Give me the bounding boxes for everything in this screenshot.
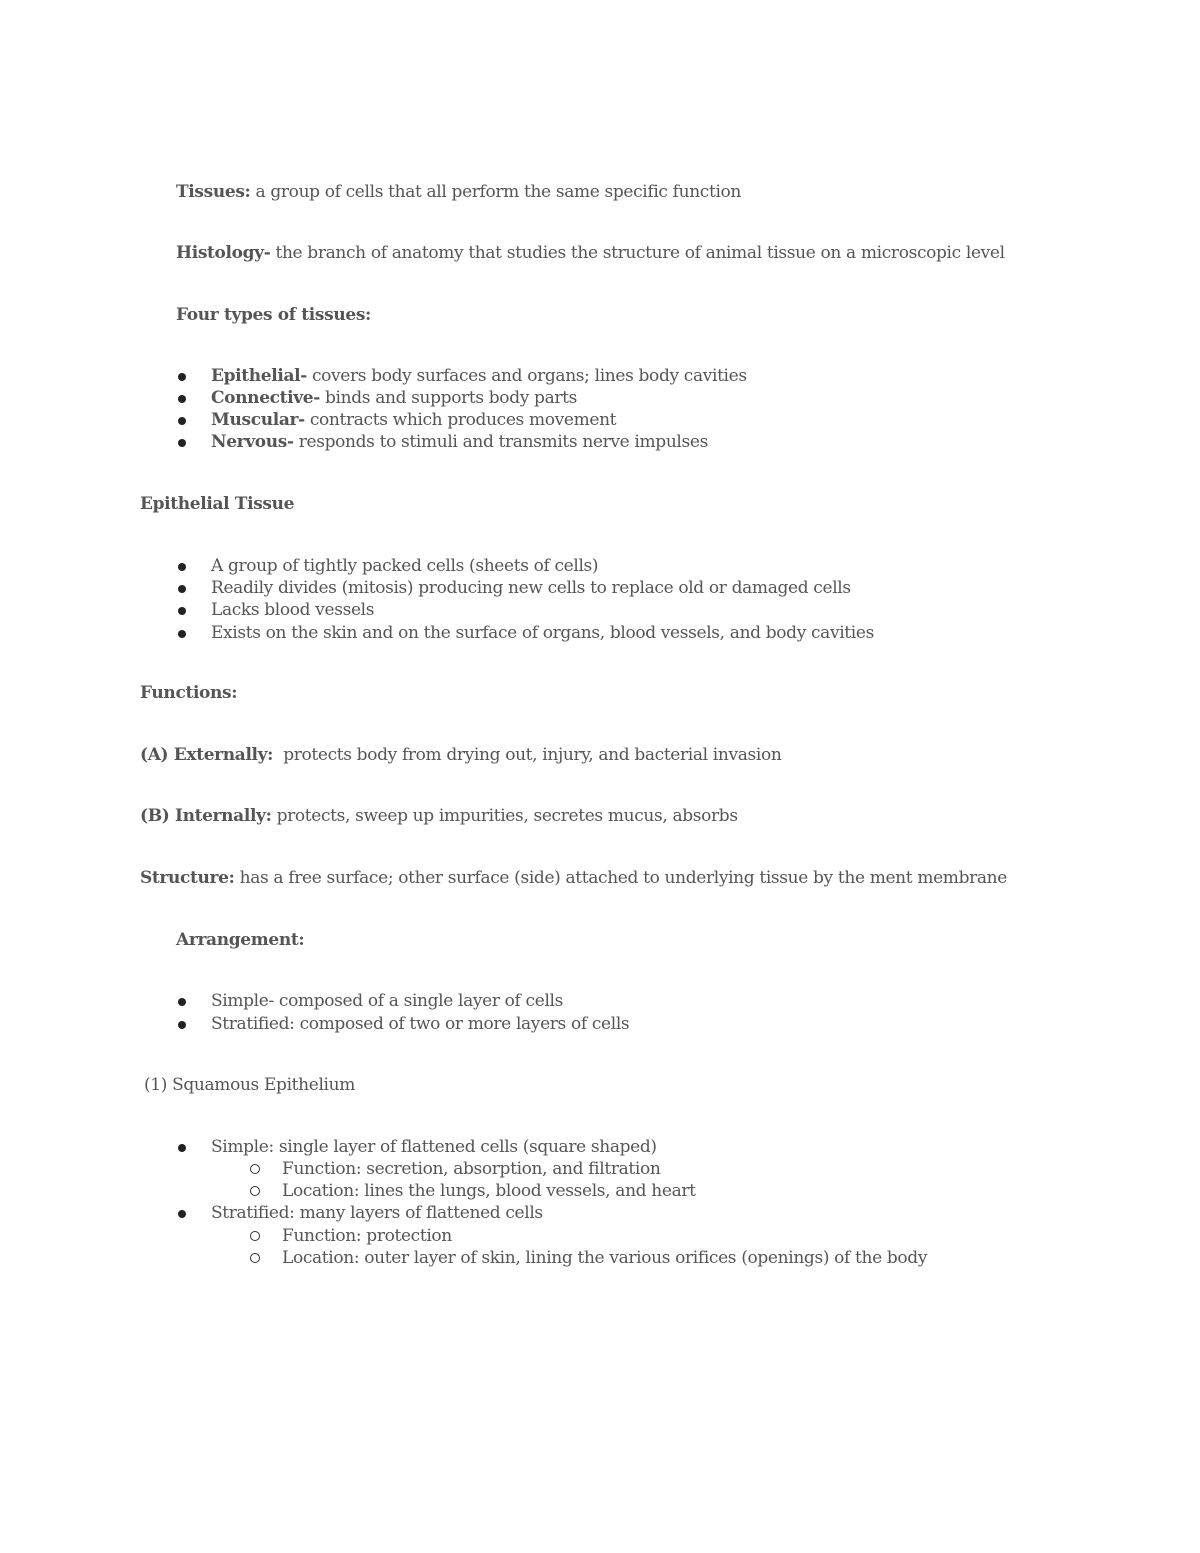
- bullet-icon: [178, 630, 186, 638]
- tissues-term: Tissues:: [176, 182, 251, 202]
- type-term: Muscular-: [211, 410, 305, 430]
- internally-def: protects, sweep up impurities, secretes mucus, absorbs: [271, 806, 738, 826]
- sub-list-item: Location: outer layer of skin, lining the various orifices (openings) of the body: [282, 1248, 928, 1268]
- type-term: Epithelial-: [211, 366, 307, 386]
- list-item: Simple: single layer of flattened cells (square shaped): [211, 1137, 657, 1157]
- structure-definition: [140, 867, 1007, 889]
- bullet-icon: [178, 563, 186, 571]
- epithelial-heading: Epithelial Tissue: [140, 494, 295, 514]
- circle-bullet-icon: [250, 1253, 260, 1263]
- type-term: Nervous-: [211, 432, 294, 452]
- bullet-icon: [178, 1144, 186, 1152]
- arrangement-heading: Arrangement:: [176, 930, 305, 950]
- bullet-icon: [178, 1021, 186, 1029]
- bullet-icon: [178, 1210, 186, 1218]
- histology-def: the branch of anatomy that studies the structure of animal tissue on a microscopic level: [270, 243, 1005, 263]
- list-item: Readily divides (mitosis) producing new cells to replace old or damaged cells: [211, 578, 851, 598]
- tissues-definition: [176, 181, 741, 203]
- functions-heading: Functions:: [140, 683, 238, 703]
- list-item: A group of tightly packed cells (sheets of cells): [211, 556, 599, 576]
- bullet-icon: [178, 373, 186, 381]
- type-def: binds and supports body parts: [319, 388, 577, 408]
- histology-definition: [176, 242, 1005, 264]
- list-item: Stratified: many layers of flattened cells: [211, 1203, 543, 1223]
- internally-term: (B) Internally:: [140, 806, 272, 826]
- four-types-heading: Four types of tissues:: [176, 305, 371, 325]
- list-item: [211, 409, 616, 431]
- type-def: covers body surfaces and organs; lines body cavities: [306, 366, 747, 386]
- circle-bullet-icon: [250, 1186, 260, 1196]
- sub-list-item: Function: secretion, absorption, and filtration: [282, 1159, 661, 1179]
- list-item: Simple- composed of a single layer of cells: [211, 991, 563, 1011]
- circle-bullet-icon: [250, 1164, 260, 1174]
- externally-term: (A) Externally:: [140, 745, 274, 765]
- histology-term: Histology-: [176, 243, 271, 263]
- list-item: [211, 365, 747, 387]
- bullet-icon: [178, 417, 186, 425]
- externally-def: protects body from drying out, injury, and bacterial invasion: [273, 745, 782, 765]
- bullet-icon: [178, 998, 186, 1006]
- bullet-icon: [178, 395, 186, 403]
- bullet-icon: [178, 607, 186, 615]
- type-def: responds to stimuli and transmits nerve impulses: [293, 432, 708, 452]
- squamous-heading: (1) Squamous Epithelium: [144, 1075, 355, 1095]
- list-item: Exists on the skin and on the surface of organs, blood vessels, and body cavities: [211, 623, 874, 643]
- list-item: Stratified: composed of two or more layers of cells: [211, 1014, 630, 1034]
- list-item: Lacks blood vessels: [211, 600, 375, 620]
- circle-bullet-icon: [250, 1231, 260, 1241]
- structure-def: has a free surface; other surface (side) attached to underlying tissue by the ment membrane: [234, 868, 1007, 888]
- sub-list-item: Function: protection: [282, 1226, 452, 1246]
- structure-term: Structure:: [140, 868, 235, 888]
- tissues-def: a group of cells that all perform the same specific function: [250, 182, 742, 202]
- bullet-icon: [178, 439, 186, 447]
- list-item: [211, 431, 708, 453]
- sub-list-item: Location: lines the lungs, blood vessels, and heart: [282, 1181, 696, 1201]
- internally-function: [140, 805, 738, 827]
- externally-function: [140, 744, 781, 766]
- list-item: [211, 387, 577, 409]
- type-term: Connective-: [211, 388, 320, 408]
- bullet-icon: [178, 585, 186, 593]
- type-def: contracts which produces movement: [304, 410, 617, 430]
